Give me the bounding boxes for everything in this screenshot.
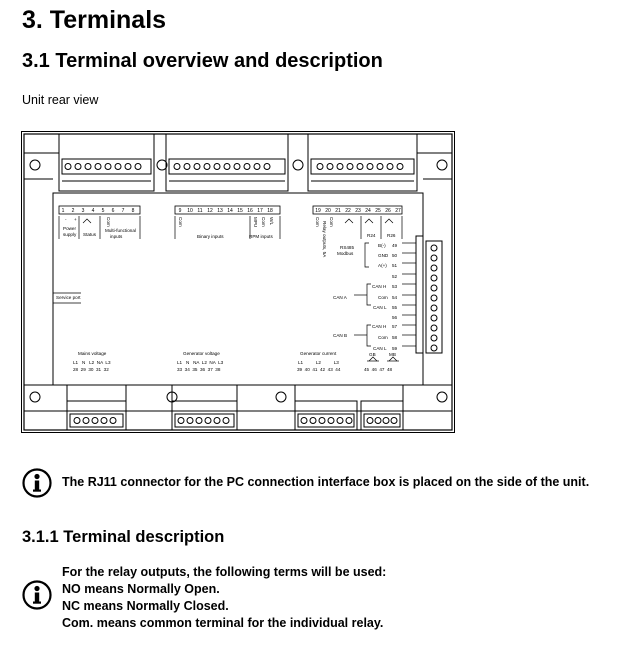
generator-terminal-numbers: 33 34 35 36 37 38 [177, 367, 221, 372]
terminal-number: 9 [178, 208, 182, 214]
terminal-number: 4 [91, 208, 95, 214]
terminal-number: 24 [365, 208, 371, 214]
terminal-number: 7 [121, 208, 125, 214]
terminal-number: 49 [392, 243, 398, 248]
rj11-note [22, 468, 612, 498]
terminal-number: 52 [392, 274, 398, 279]
terminal-number: 14 [227, 208, 233, 214]
com-label: Com [178, 217, 183, 227]
side-connector [416, 236, 442, 353]
r26-label: R26 [387, 233, 396, 238]
terminology-note [22, 564, 442, 634]
note-line: NC means Normally Closed. [62, 599, 229, 613]
note-line: Com. means common terminal for the individual relay. [62, 616, 384, 630]
b-minus-label: B(-) [378, 243, 386, 248]
terminal-number: 15 [237, 208, 243, 214]
terminal-number: 58 [392, 335, 398, 340]
multi-inputs-label: Multi-functional inputs [105, 228, 136, 239]
terminal-number: 6 [111, 208, 115, 214]
current-phases: L1 L2 L3 [298, 360, 339, 365]
terminal-number: 5 [101, 208, 105, 214]
terminal-number: 20 [325, 208, 331, 214]
can-b-label: CAN B [333, 333, 348, 338]
com-label: Com [106, 217, 111, 227]
terminal-number: 54 [392, 295, 398, 300]
relay-outputs-label: Relay outputs, 5A [322, 221, 327, 258]
com-can-label: Com [378, 335, 388, 340]
terminal-number: 11 [197, 208, 203, 214]
top-connectors [59, 134, 417, 191]
section-title: 3.1 Terminal overview and description [22, 50, 383, 72]
terminal-number: 16 [247, 208, 253, 214]
terminal-number: 2 [71, 208, 75, 214]
generator-phases: L1 N NA L2 NA L3 [177, 360, 224, 365]
mains-terminal-numbers: 28 29 30 31 32 [73, 367, 109, 372]
a-plus-label: A(+) [378, 263, 387, 268]
binary-inputs-label: Binary inputs [197, 234, 224, 239]
figure-caption: Unit rear view [22, 93, 99, 107]
can-h-label: CAN H [372, 284, 387, 289]
terminal-number: 22 [345, 208, 351, 214]
rpm-inputs-label: RPM inputs [249, 234, 273, 239]
rj11-note-text: The RJ11 connector for the PC connection interface box is placed on the side of the unit. [62, 475, 590, 489]
terminal-number: 17 [257, 208, 263, 214]
can-l-label: CAN L [373, 305, 387, 310]
com-label: Com [329, 217, 334, 227]
info-icon [22, 580, 52, 610]
bottom-connectors [67, 385, 403, 430]
com-label: Com [261, 217, 266, 227]
page-heading: 3. Terminals [22, 6, 167, 34]
service-port-label: Service port [56, 295, 81, 300]
minus-label: - [65, 217, 67, 222]
terminal-number: 21 [335, 208, 341, 214]
terminal-number: 23 [355, 208, 361, 214]
terminal-number: 27 [395, 208, 401, 214]
gb-label: GB [369, 352, 376, 357]
terminal-diagram [21, 131, 455, 433]
terminal-number: 57 [392, 324, 398, 329]
subsection-title: 3.1.1 Terminal description [22, 528, 225, 546]
terminal-number: 59 [392, 346, 398, 351]
note-line: For the relay outputs, the following terms will be used: [62, 565, 387, 579]
generator-voltage-label: Generator voltage [183, 351, 220, 356]
terminal-number: 53 [392, 284, 398, 289]
mb-label: MB [389, 352, 396, 357]
terminal-number: 13 [217, 208, 223, 214]
terminal-number: 12 [207, 208, 213, 214]
terminal-number: 56 [392, 315, 398, 320]
wl-label: W/L [269, 217, 274, 226]
gnd-label: GND [378, 253, 389, 258]
generator-current-label: Generator current [300, 351, 337, 356]
terminal-number: 3 [81, 208, 85, 214]
gb-mb-terminal-numbers: 45 46 47 48 [364, 367, 393, 372]
terminal-number: 19 [315, 208, 321, 214]
mpu-label: MPU [253, 217, 258, 228]
note-line: NO means Normally Open. [62, 582, 220, 596]
terminal-number: 8 [131, 208, 135, 214]
current-terminal-numbers: 39 40 41 42 43 44 [297, 367, 341, 372]
terminal-number: 18 [267, 208, 273, 214]
rs485-label: RS485 Modbus [337, 245, 355, 256]
com-label: Com [315, 217, 320, 227]
can-l-label: CAN L [373, 346, 387, 351]
terminal-number: 26 [385, 208, 391, 214]
can-a-label: CAN A [333, 295, 347, 300]
terminal-number: 50 [392, 253, 398, 258]
terminal-number: 10 [187, 208, 193, 214]
info-icon [22, 468, 52, 498]
power-supply-label: Power supply [63, 226, 77, 237]
status-label: Status [83, 232, 97, 237]
terminal-number: 51 [392, 263, 398, 268]
plus-label: + [74, 217, 77, 222]
mains-phases: L1 N L2 NA L3 [73, 360, 111, 365]
can-h-label: CAN H [372, 324, 387, 329]
terminal-number: 55 [392, 305, 398, 310]
mains-voltage-label: Mains voltage [78, 351, 107, 356]
mount-holes [30, 160, 447, 402]
terminal-number: 1 [61, 208, 65, 214]
terminal-number: 25 [375, 208, 381, 214]
com-can-label: Com [378, 295, 388, 300]
r24-label: R24 [367, 233, 376, 238]
